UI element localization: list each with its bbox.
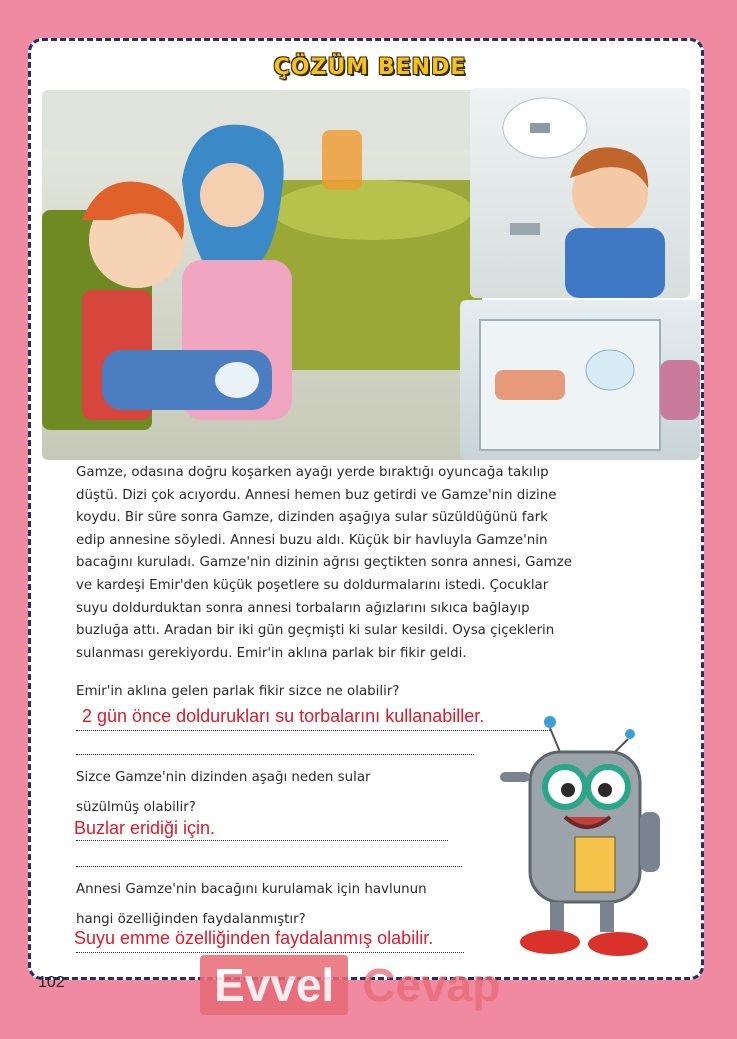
answer-2: Buzlar eridiği için. [74, 818, 216, 838]
watermark-logo [200, 950, 500, 1020]
story-line: bacağını kuruladı. Gamze'nin dizinin ağrısı geçtikten sonra annesi, Gamze [76, 555, 572, 571]
page-number: 102 [38, 974, 65, 991]
robot-mascot [490, 712, 670, 962]
answer-line [76, 730, 550, 731]
answer-line [76, 754, 474, 755]
story-line: buzluğa attı. Aradan bir iki gün geçmişti ki sular kesildi. Oysa çiçeklerin [76, 623, 555, 639]
answer-1: 2 gün önce doldurukları su torbalarını kullanabiller. [82, 706, 485, 726]
answer-line [76, 866, 462, 867]
question-1: Emir'in aklına gelen parlak fikir sizce ne olabilir? [76, 684, 400, 699]
question-3-line-1: Annesi Gamze'nin bacağını kurulamak için havlunun [76, 882, 427, 897]
question-3-line-2: hangi özelliğinden faydalanmıştır? [76, 912, 306, 927]
story-line: koydu. Bir süre sonra Gamze, dizinden aşağıya sular süzüldüğünü fark [76, 510, 548, 526]
story-line: sulanması gerekiyordu. Emir'in aklına parlak bir fikir geldi. [76, 645, 467, 661]
boy-faucet-illustration [470, 88, 690, 298]
question-2-line-2: süzülmüş olabilir? [76, 800, 196, 815]
section-title: ÇÖZÜM BENDE [273, 55, 467, 80]
watermark-text: Cevap [362, 959, 501, 1011]
story-text [76, 462, 656, 665]
story-line: edip annesine söyledi. Annesi buzu aldı. Küçük bir havluyla Gamze'nin [76, 532, 548, 548]
story-line: düştü. Dizi çok acıyordu. Annesi hemen buz getirdi ve Gamze'nin dizine [76, 487, 557, 503]
answer-line [76, 840, 448, 841]
answer-3: Suyu emme özelliğinden faydalanmış olabilir. [74, 928, 434, 948]
watermark-box: Evvel [200, 955, 348, 1015]
story-line: ve kardeşi Emir'den küçük poşetlere su doldurmalarını istedi. Çocuklar [76, 577, 549, 593]
kitchen-illustration [42, 90, 482, 460]
story-line: Gamze, odasına doğru koşarken ayağı yerde bıraktığı oyuncağa takılıp [76, 465, 549, 480]
freezer-illustration [460, 300, 700, 460]
boy-faucet-icon [470, 88, 690, 298]
question-2-line-1: Sizce Gamze'nin dizinden aşağı neden sular [76, 770, 371, 785]
story-line: suyu doldurduktan sonra annesi torbaların ağızlarını sıkıca bağlayıp [76, 600, 530, 616]
robot-icon [490, 712, 670, 962]
kitchen-scene-icon [42, 90, 482, 460]
freezer-icon [460, 300, 700, 460]
